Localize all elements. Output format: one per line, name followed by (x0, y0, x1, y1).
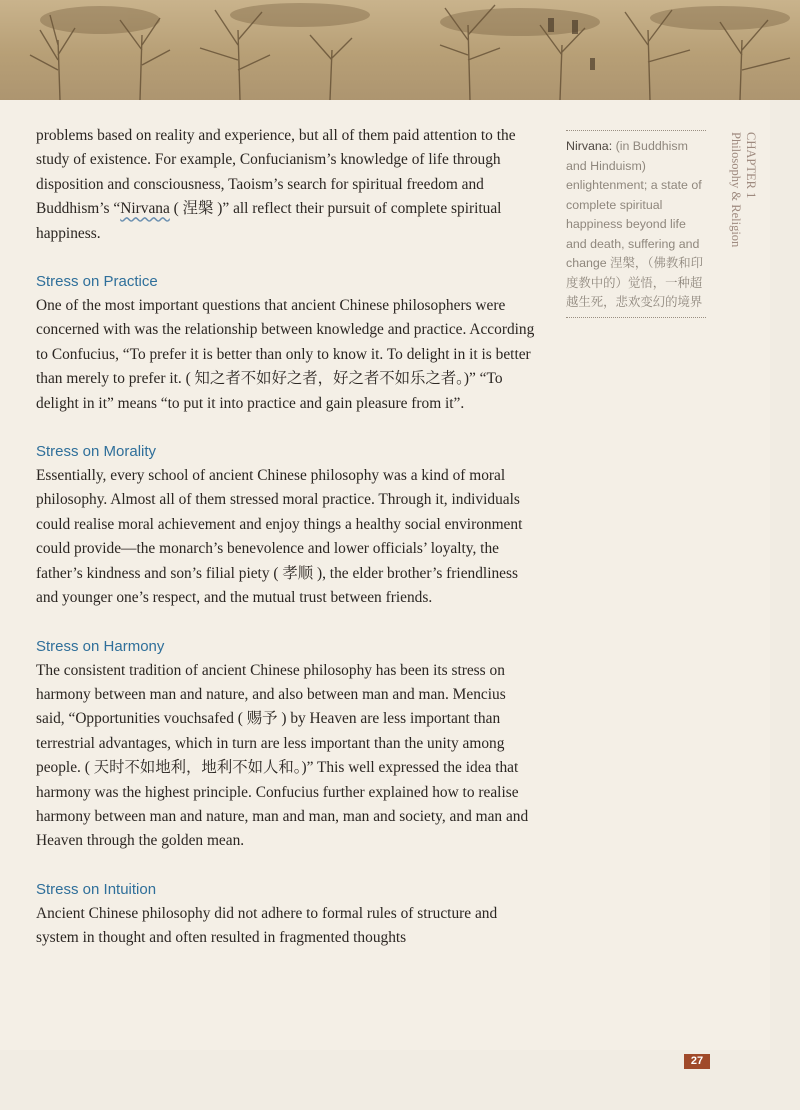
glossary-definition: (in Buddhism and Hinduism) enlightenment; a state of complete spiritual happiness beyond life and death, suffering and change 涅槃，（佛教和印度教中的）觉悟，一种超越生死，悲欢变幻的境界 (566, 139, 704, 309)
section-heading: Stress on Practice (36, 273, 158, 291)
section-body: The consistent tradition of ancient Chinese philosophy has been its stress on harmony between man and nature, and also between man and man. Mencius said, “Opportunities vouchsafed ( 赐予 ) by Heaven are less important than terrestrial advantages, which in turn are less important than the unity among people. ( 天时不如地利，地利不如人和。)” This well expressed the idea that harmony was the highest principle. Confucius further explained how to realise harmony between man and nature, man and man, man and society, and man and Heaven through the golden mean. (36, 661, 529, 850)
running-head (728, 132, 758, 332)
glossary-note (566, 130, 706, 318)
intro-paragraph: problems based on reality and experience, but all of them paid attention to the study of existence. For example, Confucianism’s knowledge of life through disposition and consciousness, Taoism’s search for spiritual freedom and Buddhism’s “Nirvana ( 涅槃 )” all reflect their pursuit of complete spiritual happiness. (36, 127, 516, 242)
glossary-term: Nirvana: (566, 139, 613, 153)
banner-painting (0, 0, 800, 100)
chapter-label: CHAPTER 1 (744, 132, 758, 199)
page-number: 27 (684, 1054, 710, 1069)
chapter-title: Philosophy & Religion (729, 132, 743, 248)
section-body: Essentially, every school of ancient Chinese philosophy was a kind of moral philosophy. Almost all of them stressed moral practice. Through it, individuals could realise moral achievement and enjoy things a healthy social environment could provide—the monarch’s benevolence and lower officials’ loyalty, the father’s kindness and son’s filial piety ( 孝顺 ), the elder brother’s friendliness and younger one’s respect, and the mutual trust between friends. (36, 467, 523, 607)
section-heading: Stress on Intuition (36, 880, 157, 898)
section-heading: Stress on Harmony (36, 637, 165, 655)
landscape-illustration (0, 0, 800, 100)
main-text (36, 124, 536, 951)
nirvana-term: Nirvana (120, 200, 170, 218)
section-body: Ancient Chinese philosophy did not adhere to formal rules of structure and system in thought and often resulted in fragmented thoughts (36, 904, 498, 947)
section-body: One of the most important questions that ancient Chinese philosophers were concerned with was the relationship between knowledge and practice. According to Confucius, “To prefer it is better than only to know it. To delight in it is better than merely to prefer it. ( 知之者不如好之者，好之者不如乐之者。)” “To delight in it” means “to put it into practice and gain pleasure from it”. (36, 297, 535, 412)
section-heading: Stress on Morality (36, 443, 157, 461)
